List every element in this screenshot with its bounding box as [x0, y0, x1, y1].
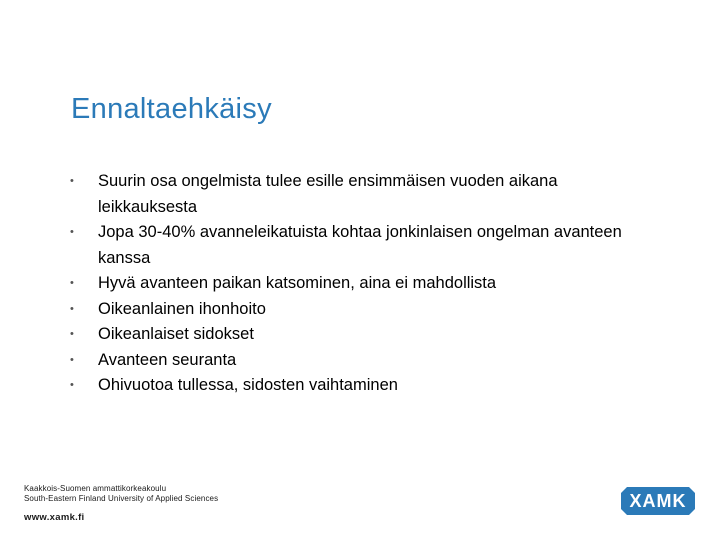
- bullet-item: [70, 348, 630, 374]
- bullet-item: [70, 220, 630, 271]
- footer-institution-en: South-Eastern Finland University of Applied Sciences: [24, 494, 219, 503]
- bullet-text: Suurin osa ongelmista tulee esille ensimmäisen vuoden aikana leikkauksesta: [98, 172, 558, 216]
- footer-url: www.xamk.fi: [24, 512, 85, 523]
- bullet-item: [70, 271, 630, 297]
- bullet-marker: •: [70, 379, 74, 391]
- bullet-item: [70, 169, 630, 220]
- bullet-marker: •: [70, 226, 74, 238]
- bullet-marker: •: [70, 328, 74, 340]
- footer-institution-fi: Kaakkois-Suomen ammattikorkeakoulu: [24, 484, 167, 493]
- bullet-text: Oikeanlaiset sidokset: [98, 325, 254, 343]
- bullet-item: [70, 297, 630, 323]
- footer: [24, 484, 218, 526]
- bullet-text: Ohivuotoa tullessa, sidosten vaihtaminen: [98, 376, 398, 394]
- bullet-marker: •: [70, 175, 74, 187]
- bullet-text: Hyvä avanteen paikan katsominen, aina ei mahdollista: [98, 274, 497, 292]
- bullet-item: [70, 373, 630, 399]
- logo-text: XAMK: [629, 491, 687, 511]
- bullet-text: Jopa 30-40% avanneleikatuista kohtaa jonkinlaisen ongelman avanteen kanssa: [98, 223, 622, 267]
- bullet-text: Avanteen seuranta: [98, 350, 237, 369]
- bullet-text: Oikeanlainen ihonhoito: [98, 299, 266, 318]
- bullet-list: [70, 169, 630, 399]
- slide-title: Ennaltaehkäisy: [71, 93, 272, 125]
- bullet-item: [70, 322, 630, 348]
- xamk-logo: [621, 487, 695, 515]
- bullet-marker: •: [70, 353, 74, 366]
- bullet-marker: •: [70, 302, 74, 315]
- bullet-marker: •: [70, 277, 74, 289]
